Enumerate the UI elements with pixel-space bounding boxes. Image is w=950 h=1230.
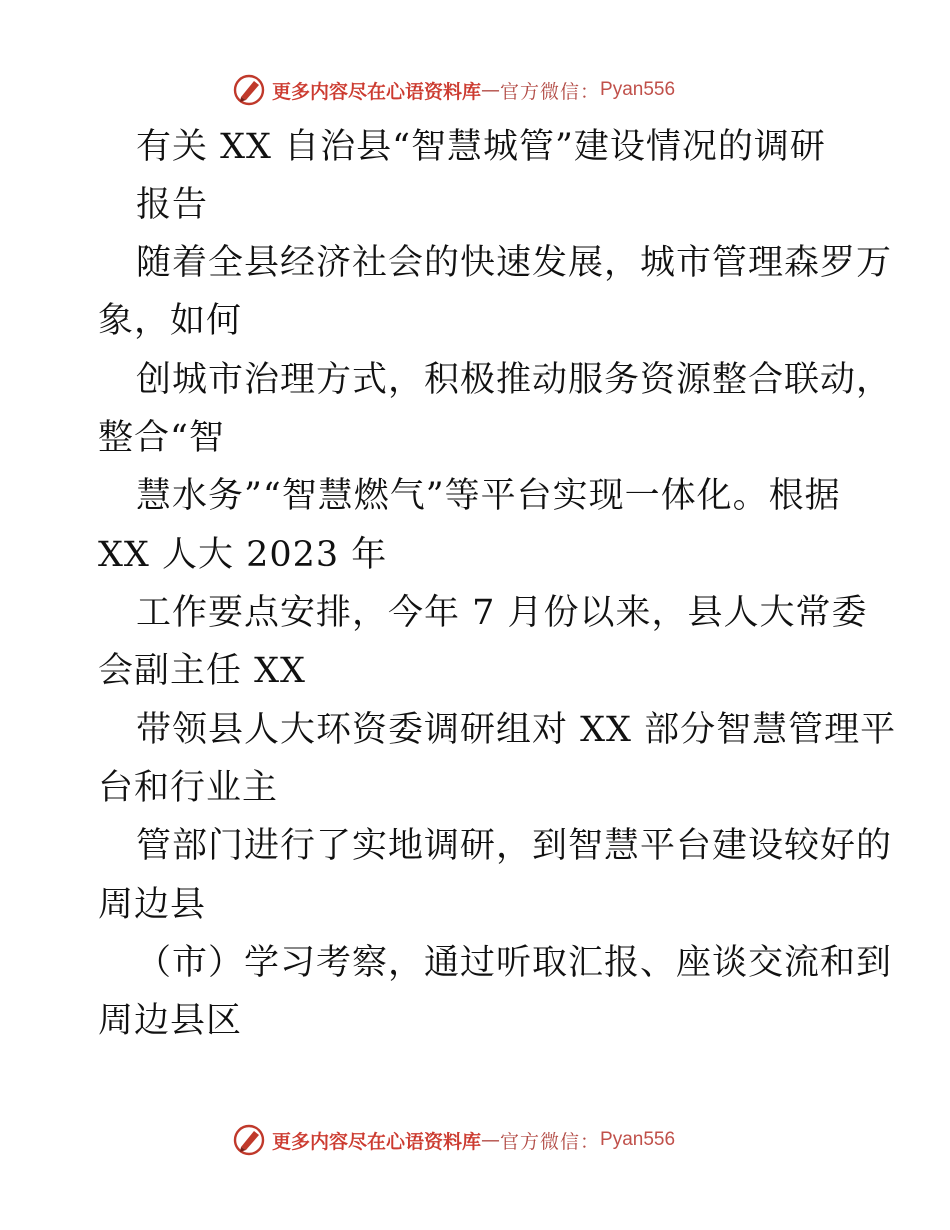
paragraph-line: 象，如何 [98,301,243,341]
banner-wechat-label: 官方微信： [500,80,601,103]
banner-wechat-id: Pyan556 [600,79,676,100]
paragraph-line: 周边县 [98,885,207,925]
title-line-2: 报告 [136,185,209,225]
paragraph-line: 台和行业主 [98,768,279,808]
paragraph-line: 工作要点安排，今年 7 月份以来，县人大常委 [136,593,868,633]
paragraph-line: XX 人大 2023 年 [98,535,388,575]
banner-wechat-id: Pyan556 [600,1129,676,1150]
paragraph-line: 整合“智 [98,418,225,458]
paragraph-line: 会副主任 XX [98,651,306,691]
footer-watermark-banner [232,1120,675,1160]
banner-separator: — [481,79,501,101]
banner-wechat-label: 官方微信： [500,1130,601,1153]
paragraph-line: 周边县区 [98,1001,243,1041]
paragraph-line: 带领县人大环资委调研组对 XX 部分智慧管理平 [136,710,897,750]
banner-separator: — [481,1129,501,1151]
header-watermark-banner [232,70,675,110]
paragraph-line: 管部门进行了实地调研，到智慧平台建设较好的 [136,826,893,866]
banner-main-text: 更多内容尽在心语资料库 [272,80,482,103]
paragraph-line: 慧水务”“智慧燃气”等平台实现一体化。根据 [136,476,841,516]
paragraph-line: 创城市治理方式，积极推动服务资源整合联动， [136,360,893,400]
pen-logo-icon [232,73,266,107]
banner-main-text: 更多内容尽在心语资料库 [272,1130,482,1153]
pen-logo-icon [232,1123,266,1157]
paragraph-line: （市）学习考察，通过听取汇报、座谈交流和到 [136,943,893,983]
paragraph-line: 随着全县经济社会的快速发展，城市管理森罗万 [136,243,893,283]
title-line-1: 有关 XX 自治县“智慧城管”建设情况的调研 [136,127,826,167]
